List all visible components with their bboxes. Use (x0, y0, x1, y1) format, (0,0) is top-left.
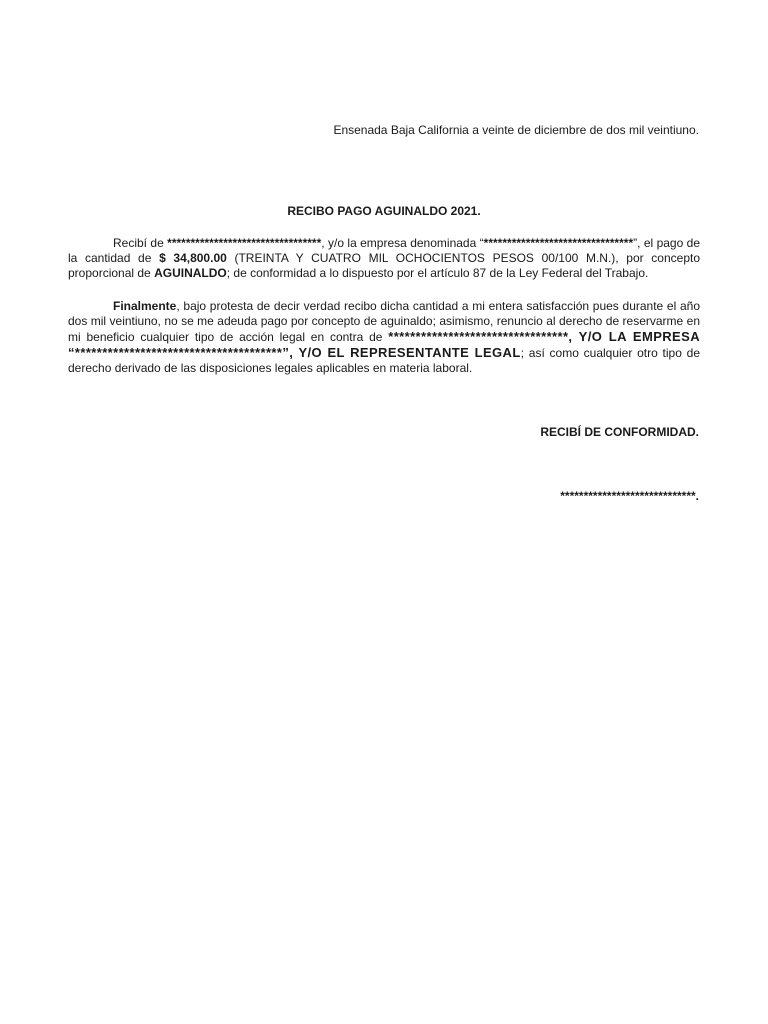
p1-text-1: Recibí de (113, 236, 168, 250)
recipient-name-mask: ********************************* (167, 236, 322, 250)
signature-mask: *****************************. (560, 489, 699, 503)
p2-text-2: ; así como cualquier otro tipo de derecho derivado de las disposiciones legales aplicables en materia laboral. (68, 346, 700, 375)
waiver-lead-word: Finalmente (113, 299, 177, 313)
p1-text-4: (TREINTA Y CUATRO MIL OCHOCIENTOS PESOS 00/100 M.N.), por concepto proporcional de (68, 251, 701, 280)
p1-text-2: , y/o la empresa denominada “ (321, 236, 484, 250)
waiver-parties: *********************************, Y/O LA EMPRESA “**************************************”, Y/O EL REPRESENTANTE LEGAL (68, 329, 700, 360)
payment-concept: AGUINALDO (154, 266, 227, 280)
company-name-mask: ******************************** (483, 236, 634, 250)
place-date-line: Ensenada Baja California a veinte de diciembre de dos mil veintiuno. (333, 123, 699, 137)
p2-text-1: , bajo protesta de decir verdad recibo dicha cantidad a mi entera satisfacción pues durante el año dos mil veintiuno, no se me adeuda pago por concepto de aguinaldo; asimismo, renuncio al derecho de reservarme en mi beneficio cualquier tipo de acción legal en contra de (68, 299, 700, 344)
payment-amount: $ 34,800.00 (159, 251, 227, 265)
p1-text-5: ; de conformidad a lo dispuesto por el artículo 87 de la Ley Federal del Trabajo. (226, 266, 649, 280)
p1-text-3: ”, el pago de la cantidad de (68, 236, 701, 265)
receipt-paragraph (68, 236, 700, 281)
document-title: RECIBO PAGO AGUINALDO 2021. (287, 204, 481, 218)
conformity-statement: RECIBÍ DE CONFORMIDAD. (540, 425, 699, 439)
waiver-paragraph (68, 299, 700, 376)
